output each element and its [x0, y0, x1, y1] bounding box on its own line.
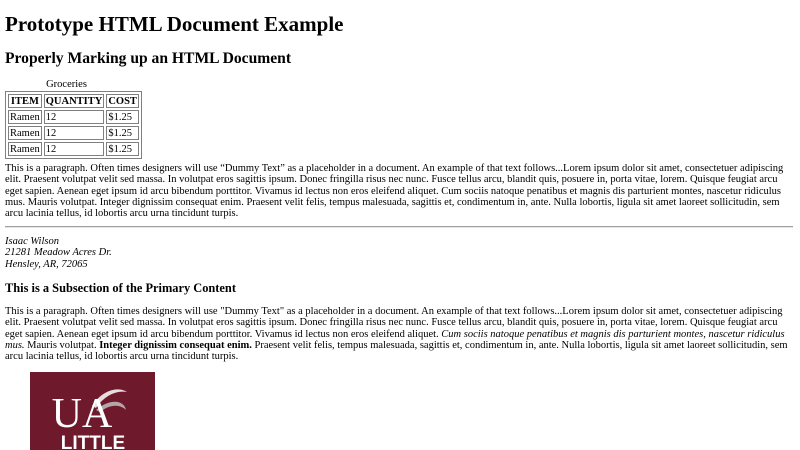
paragraph-italic-text: Cum sociis natoque penatibus et magnis dis parturient montes, nascetur ridiculus mus. — [5, 328, 785, 351]
paragraph-text: Mauris volutpat. — [24, 339, 100, 351]
column-header-cost: COST — [108, 96, 137, 107]
paragraph-bold-text: Integer dignissim consequat enim. — [99, 339, 252, 351]
address-name: Isaac Wilson — [5, 236, 59, 247]
column-header-item: ITEM — [8, 94, 42, 108]
table-cell-cost: $1.25 — [106, 142, 139, 156]
logo-graphic — [30, 372, 155, 450]
table-header-row — [8, 94, 139, 108]
table-cell-quantity: 12 — [44, 142, 105, 156]
address-street: 21281 Meadow Acres Dr. — [5, 247, 112, 259]
logo-monogram: UA — [51, 391, 113, 437]
table-cell-cost: $1.25 — [106, 126, 139, 140]
groceries-table-container — [5, 79, 142, 159]
logo-word: LITTLE — [60, 433, 126, 450]
table-row — [8, 142, 139, 156]
paragraph-text: This is a paragraph. Often times designers will use "Dummy Text" as a placeholder in a document. An example of that text follows...Lorem ipsum dolor sit amet, consectetuer adipiscing elit. Praesent volutpat velit sed massa. In volutpat eros sagittis ipsum. Donec fringilla risus nec nunc. Fusce tellus arcu, blandit quis, posuere in, porta vitae, lorem. Quisque feugiat arcu eget sapien. Aenean eget ipsum id arcu bibendum porttitor. Vivamus id lectus non eros eleifend aliquet. — [5, 306, 783, 340]
table-cell-cost: $1.25 — [106, 110, 139, 124]
page-subtitle: Properly Marking up an HTML Document — [5, 50, 292, 67]
subsection-heading: This is a Subsection of the Primary Content — [5, 281, 236, 295]
table-cell-quantity: 12 — [44, 110, 105, 124]
table-row — [8, 126, 139, 140]
table-caption: Groceries — [46, 79, 87, 90]
contact-address — [5, 236, 112, 270]
table-cell-quantity: 12 — [44, 126, 105, 140]
table-cell-item: Ramen — [10, 112, 40, 123]
address-city: Hensley, AR, 72065 — [5, 258, 88, 270]
groceries-table — [5, 91, 142, 159]
table-row — [8, 110, 139, 124]
ua-little-rock-logo — [30, 372, 155, 450]
paragraph-text: Praesent velit felis, tempus malesuada, sagittis et, condimentum in, ante. Nulla lobortis, ligula sit amet laoreet sollicitudin, sem arcu lacinia tellus, id lobortis arcu urna tincidunt turpis. — [5, 339, 788, 363]
table-cell-item: Ramen — [10, 144, 40, 155]
page-title: Prototype HTML Document Example — [5, 12, 344, 36]
horizontal-rule — [5, 226, 793, 228]
column-header-quantity: QUANTITY — [45, 96, 103, 107]
subsection-paragraph — [5, 306, 795, 362]
intro-paragraph: This is a paragraph. Often times designers will use “Dummy Text” as a placeholder in a document. An example of that text follows...Lorem ipsum dolor sit amet, consectetuer adipiscing elit. Praesent volutpat velit sed massa. In volutpat eros sagittis ipsum. Donec fringilla risus nec nunc. Fusce tellus arcu, blandit quis, posuere in, porta vitae, lorem. Quisque feugiat arcu eget sapien. Aenean eget ipsum id arcu bibendum porttitor. Vivamus id lectus non eros eleifend aliquet. Cum sociis natoque penatibus et magnis dis parturient montes, nascetur ridiculus mus. Mauris volutpat. Integer dignissim consequat enim. Praesent velit felis, tempus malesuada, sagittis et, condimentum in, ante. Nulla lobortis, ligula sit amet laoreet sollicitudin, sem arcu lacinia tellus, id lobortis arcu urna tincidunt turpis. — [5, 163, 784, 220]
table-cell-item: Ramen — [10, 128, 40, 139]
